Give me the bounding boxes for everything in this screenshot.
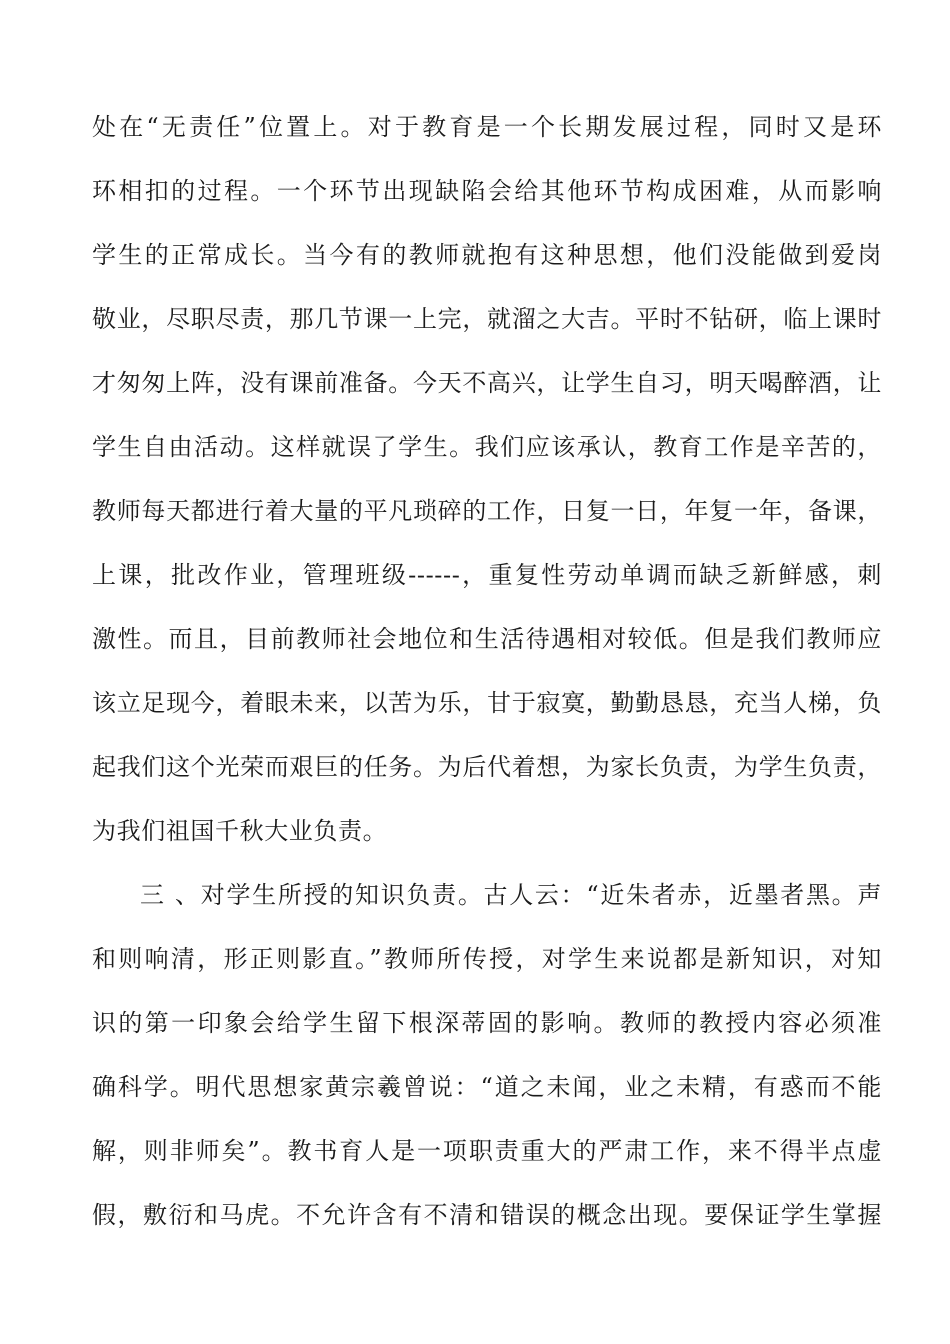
text-line: 假，敷衍和马虎。不允许含有不清和错误的概念出现。要保证学生掌握 <box>92 1201 882 1229</box>
text-line: 环相扣的过程。一个环节出现缺陷会给其他环节构成困难，从而影响 <box>92 177 882 205</box>
text-line: 确科学。明代思想家黄宗羲曾说：“道之未闻，业之未精，有惑而不能 <box>92 1073 882 1101</box>
text-line: 和则响清，形正则影直。”教师所传授，对学生来说都是新知识，对知 <box>92 945 882 973</box>
text-line: 上课，批改作业，管理班级------，重复性劳动单调而缺乏新鲜感，刺 <box>92 561 882 589</box>
text-line: 识的第一印象会给学生留下根深蒂固的影响。教师的教授内容必须准 <box>92 1009 882 1037</box>
text-line: 处在“无责任”位置上。对于教育是一个长期发展过程，同时又是环 <box>92 113 882 141</box>
text-line: 敬业，尽职尽责，那几节课一上完，就溜之大吉。平时不钻研，临上课时 <box>92 305 882 333</box>
paragraph-start-line: 三 、对学生所授的知识负责。古人云：“近朱者赤，近墨者黑。声 <box>140 881 882 909</box>
text-line: 该立足现今，着眼未来，以苦为乐，甘于寂寞，勤勤恳恳，充当人梯，负 <box>92 689 882 717</box>
text-line: 学生的正常成长。当今有的教师就抱有这种思想，他们没能做到爱岗 <box>92 241 882 269</box>
text-line: 才匆匆上阵，没有课前准备。今天不高兴，让学生自习，明天喝醉酒，让 <box>92 369 882 397</box>
text-line: 起我们这个光荣而艰巨的任务。为后代着想，为家长负责，为学生负责， <box>92 753 882 781</box>
paragraph-end-line: 为我们祖国千秋大业负责。 <box>92 817 388 845</box>
text-line: 激性。而且，目前教师社会地位和生活待遇相对较低。但是我们教师应 <box>92 625 882 653</box>
text-line: 学生自由活动。这样就误了学生。我们应该承认，教育工作是辛苦的， <box>92 433 882 461</box>
text-line: 解，则非师矣”。教书育人是一项职责重大的严肃工作，来不得半点虚 <box>92 1137 882 1165</box>
text-line: 教师每天都进行着大量的平凡琐碎的工作，日复一日，年复一年，备课， <box>92 497 882 525</box>
